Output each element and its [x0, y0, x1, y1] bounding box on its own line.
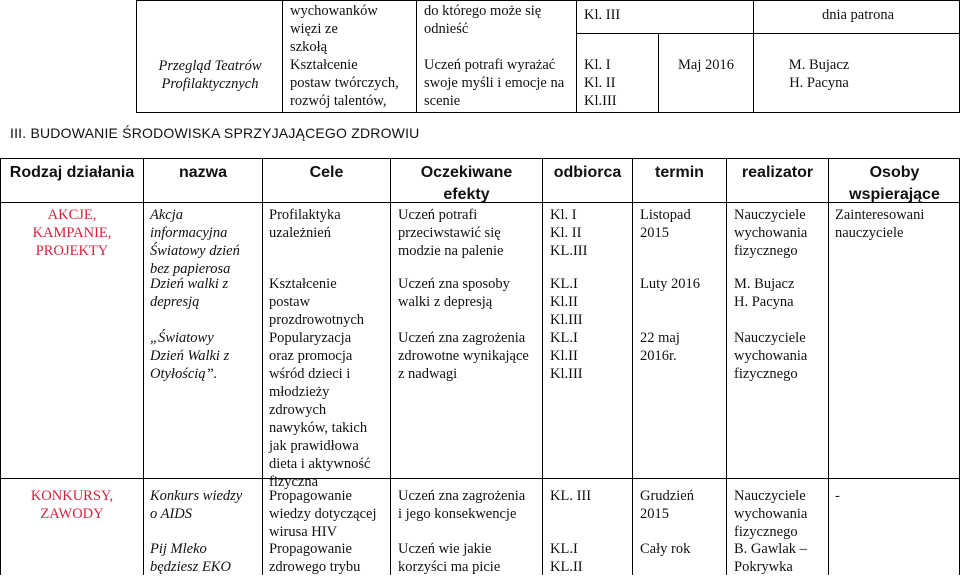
row-5-recipient: KL.I KL.II	[550, 541, 583, 575]
row-5-effect: Uczeń wie jakie korzyści ma picie	[398, 541, 501, 575]
header-osoby: Osoby wspierające	[849, 164, 940, 203]
top-table-patron-day: dnia patrona	[821, 7, 895, 23]
row-1-effect: Uczeń potrafi przeciwstawić się modzie na palenie	[398, 207, 504, 259]
top-table-date: Maj 2016	[678, 57, 734, 73]
header-termin: termin	[655, 164, 704, 181]
row-4-goal: Propagowanie wiedzy dotyczącej wirusa HIV	[269, 488, 377, 540]
row-3-date: 22 maj 2016r.	[640, 330, 680, 364]
row-2-recipient: KL.I Kl.II Kl.III	[550, 276, 583, 328]
header-efekty: Oczekiwane efekty	[420, 164, 513, 203]
row-2-effect: Uczeń zna sposoby walki z depresją	[398, 276, 510, 310]
row-5-name: Pij Mleko będziesz EKO	[150, 541, 231, 575]
header-cele: Cele	[309, 164, 344, 181]
header-nazwa: nazwa	[178, 164, 227, 181]
row-4-organizer: Nauczyciele wychowania fizycznego	[734, 488, 808, 540]
group-label-akcje: AKCJE, KAMPANIE, PROJEKTY	[32, 207, 112, 259]
top-table-recipient-top: Kl. III	[584, 7, 621, 23]
top-table-effects: do którego może się odnieść Uczeń potrafi wyrażać swoje myśli i emocje na scenie	[424, 3, 565, 109]
row-4-recipient: KL. III	[550, 488, 592, 504]
row-1-organizer: Nauczyciele wychowania fizycznego	[734, 207, 808, 259]
header-rodzaj: Rodzaj działania	[9, 164, 135, 181]
top-table-goals: wychowanków więzi ze szkołą Kształcenie postaw twórczych, rozwój talentów,	[290, 3, 399, 109]
row-2-date: Luty 2016	[640, 276, 701, 292]
header-realizator: realizator	[741, 164, 814, 181]
row-2-goal: Kształcenie postaw prozdrowotnych	[269, 276, 365, 328]
row-1-recipient: Kl. I Kl. II KL.III	[550, 207, 588, 259]
header-odbiorca: odbiorca	[553, 164, 622, 181]
row-3-organizer: Nauczyciele wychowania fizycznego	[734, 330, 808, 382]
top-table-organizers: M. Bujacz H. Pacyna	[788, 57, 850, 91]
row-3-goal: Popularyzacja oraz promocja wśród dzieci i młodzieży zdrowych nawyków, takich jak prawidłowa dieta i aktywność fizyczna	[269, 330, 371, 490]
row-3-name: „Światowy Dzień Walki z Otyłością”.	[150, 330, 230, 382]
row-3-recipient: KL.I Kl.II Kl.III	[550, 330, 583, 382]
top-table-recipients: Kl. I Kl. II Kl.III	[584, 57, 617, 109]
row-5-organizer: B. Gawlak – Pokrywka	[734, 541, 807, 575]
row-4-support: -	[835, 488, 840, 504]
group-label-konkursy: KONKURSY, ZAWODY	[30, 488, 114, 522]
row-4-effect: Uczeń zna zagrożenia i jego konsekwencje	[398, 488, 526, 522]
row-1-support: Zainteresowani nauczyciele	[835, 207, 925, 241]
row-5-date: Cały rok	[640, 541, 691, 557]
row-1-date: Listopad 2015	[640, 207, 691, 241]
row-1-name: Akcja informacyjna Światowy dzień bez papierosa	[150, 207, 240, 277]
row-1-goal: Profilaktyka uzależnień	[269, 207, 341, 241]
section-heading: III. BUDOWANIE ŚRODOWISKA SPRZYJAJĄCEGO ZDROWIU	[10, 125, 420, 141]
row-5-goal: Propagowanie zdrowego trybu	[269, 541, 361, 575]
row-4-date: Grudzień 2015	[640, 488, 694, 522]
row-2-name: Dzień walki z depresją	[150, 276, 229, 310]
row-2-organizer: M. Bujacz H. Pacyna	[734, 276, 795, 310]
row-4-name: Konkurs wiedzy o AIDS	[150, 488, 243, 522]
top-table-event-title: Przegląd Teatrów Profilaktycznych	[158, 58, 262, 92]
row-3-effect: Uczeń zna zagrożenia zdrowotne wynikające z nadwagi	[398, 330, 529, 382]
